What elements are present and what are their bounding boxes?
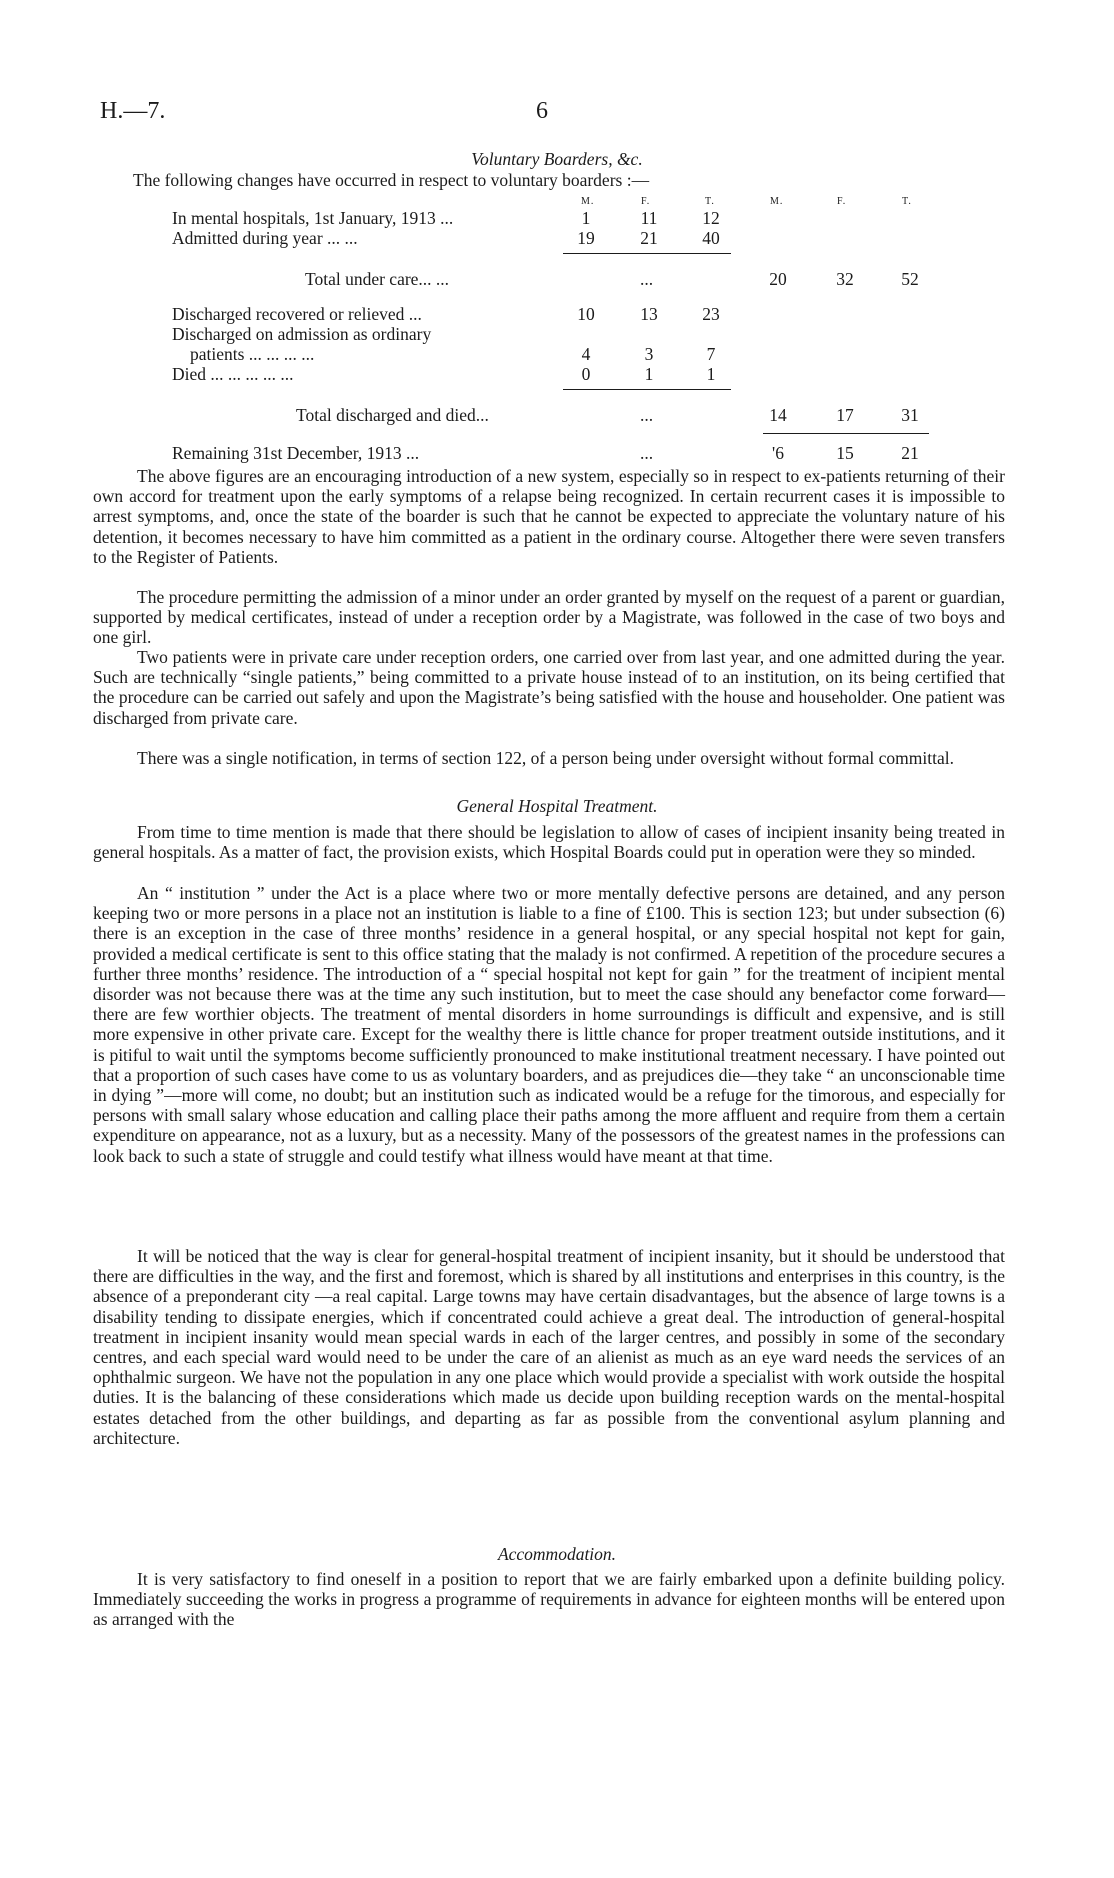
cell-value: 1	[706, 364, 716, 384]
cell-value: '6	[772, 443, 784, 463]
cell-value: 1	[581, 208, 591, 228]
column-head-m: M.	[770, 196, 784, 207]
cell-value: 15	[836, 443, 854, 463]
cell-value: 19	[577, 228, 595, 248]
row-label: Total under care... ...	[305, 269, 450, 289]
cell-value: 31	[901, 405, 919, 425]
table-intro: The following changes have occurred in respect to voluntary boarders :—	[133, 170, 650, 190]
row-label: Discharged recovered or relieved ...	[172, 304, 422, 324]
column-head-f: F.	[837, 196, 847, 207]
column-head-f: F.	[641, 196, 651, 207]
cell-value: 21	[901, 443, 919, 463]
body-paragraph: There was a single notification, in terms of section 122, of a person being under oversight without formal committal.	[137, 748, 954, 768]
cell-value: 17	[836, 405, 854, 425]
column-head-t: T.	[705, 196, 715, 207]
body-paragraph: An “ institution ” under the Act is a place where two or more mentally defective persons are detained, and any person keeping two or more persons in a place not an institution is liable to a fine of £100. This is section 123; but under subsection (6) there is an exception in the case of three months’ residence in a general hospital, or any special hospital not kept for gain, provided a medical certificate is sent to this office stating that the malady is not confirmed. A repetition of the procedure secures a further three months’ residence. The introduction of a “ special hospital not kept for gain ” for the treatment of incipient mental disorder was not because there was at the time any such institution, but to meet the case should any benefactor come forward—there are few worthier objects. The treatment of mental disorders in home surroundings is difficult and expensive, and is still more expensive in other private care. Except for the wealthy there is little chance for proper treatment outside institutions, and it is pitiful to wait until the symptoms become sufficiently pronounced to make institutional treatment necessary. I have pointed out that a proportion of such cases have come to us as voluntary boarders, and as prejudices die—they take “ an unconscionable time in dying ”—more will come, no doubt; but an institution such as indicated would be a refuge for the timorous, and especially for persons with small salary whose education and calling place their paths among the more affluent and require from them a certain expenditure on appearance, not as a luxury, but as a necessity. Many of the possessors of the greatest names in the professions can look back to such a state of struggle and could testify what illness would have meant at that time.	[93, 883, 1005, 1166]
cell-value: 11	[640, 208, 658, 228]
row-label: Total discharged and died...	[296, 405, 489, 425]
leader-dots: ...	[640, 443, 654, 463]
column-head-m: M.	[581, 196, 595, 207]
report-code: H.—7.	[100, 98, 166, 124]
row-label: patients ... ... ... ...	[190, 344, 315, 364]
body-paragraph: The above figures are an encouraging introduction of a new system, especially so in respect to ex-patients returning of their own accord for treatment upon the early symptoms of a relapse being recognized. In certain recurrent cases it is impossible to arrest symptoms, and, once the state of the boarder is such that he cannot be expected to appreciate the voluntary nature of his detention, it becomes necessary to have him committed as a patient in the ordinary course. Altogether there were seven transfers to the Register of Patients.	[93, 466, 1005, 567]
sum-rule	[763, 433, 929, 434]
cell-value: 3	[644, 344, 654, 364]
cell-value: 40	[702, 228, 720, 248]
cell-value: 52	[901, 269, 919, 289]
cell-value: 23	[702, 304, 720, 324]
cell-value: 21	[640, 228, 658, 248]
sum-rule	[563, 389, 731, 390]
cell-value: 7	[706, 344, 716, 364]
cell-value: 20	[769, 269, 787, 289]
row-label: Admitted during year ... ...	[172, 228, 358, 248]
body-paragraph: The procedure permitting the admission of a minor under an order granted by myself on the request of a parent or guardian, supported by medical certificates, instead of under a reception order by a Magistrate, was followed in the case of two boys and one girl.	[93, 587, 1005, 648]
cell-value: 10	[577, 304, 595, 324]
leader-dots: ...	[640, 405, 654, 425]
section-title-general-hospital-treatment: General Hospital Treatment.	[456, 796, 658, 816]
section-title-accommodation: Accommodation.	[497, 1544, 617, 1564]
cell-value: 13	[640, 304, 658, 324]
column-head-t: T.	[902, 196, 912, 207]
body-paragraph: Two patients were in private care under reception orders, one carried over from last year, and one admitted during the year. Such are technically “single patients,” being committed to a private house instead of to an institution, on its being certified that the procedure can be carried out safely and upon the Magistrate’s being satisfied with the house and householder. One patient was discharged from private care.	[93, 647, 1005, 728]
cell-value: 14	[769, 405, 787, 425]
row-label: Remaining 31st December, 1913 ...	[172, 443, 420, 463]
body-paragraph: It will be noticed that the way is clear for general-hospital treatment of incipient insanity, but it should be understood that there are difficulties in the way, and the first and foremost, which is shared by all institutions and enterprises in this country, is the absence of a preponderant city —a real capital. Large towns may have certain disadvantages, but the absence of large towns is a disability tending to dissipate energies, which if concentrated could achieve a great deal. The introduction of general-hospital treatment in incipient insanity would mean special wards in each of the larger centres, and possibly in some of the secondary centres, and each special ward would need to be under the care of an alienist as much as an eye ward needs the services of an ophthalmic surgeon. We have not the population in any one place which would provide a specialist with work outside the hospital duties. It is the balancing of these considerations which made us decide upon building reception wards on the mental-hospital estates detached from the other buildings, and departing as far as possible from the conventional asylum planning and architecture.	[93, 1246, 1005, 1448]
body-paragraph: It is very satisfactory to find oneself in a position to report that we are fairly embarked upon a definite building policy. Immediately succeeding the works in progress a programme of requirements in advance for eighteen months will be entered upon as arranged with the	[93, 1569, 1005, 1630]
cell-value: 0	[581, 364, 591, 384]
cell-value: 4	[581, 344, 591, 364]
section-title-voluntary-boarders: Voluntary Boarders, &c.	[471, 149, 643, 169]
cell-value: 32	[836, 269, 854, 289]
cell-value: 1	[644, 364, 654, 384]
row-label: In mental hospitals, 1st January, 1913 ...	[172, 208, 454, 228]
cell-value: 12	[702, 208, 720, 228]
sum-rule	[563, 253, 731, 254]
row-label: Died ... ... ... ... ...	[172, 364, 294, 384]
row-label: Discharged on admission as ordinary	[172, 324, 432, 344]
page-number: 6	[536, 98, 548, 124]
leader-dots: ...	[640, 269, 654, 289]
body-paragraph: From time to time mention is made that there should be legislation to allow of cases of incipient insanity being treated in general hospitals. As a matter of fact, the provision exists, which Hospital Boards could put in operation were they so minded.	[93, 822, 1005, 863]
